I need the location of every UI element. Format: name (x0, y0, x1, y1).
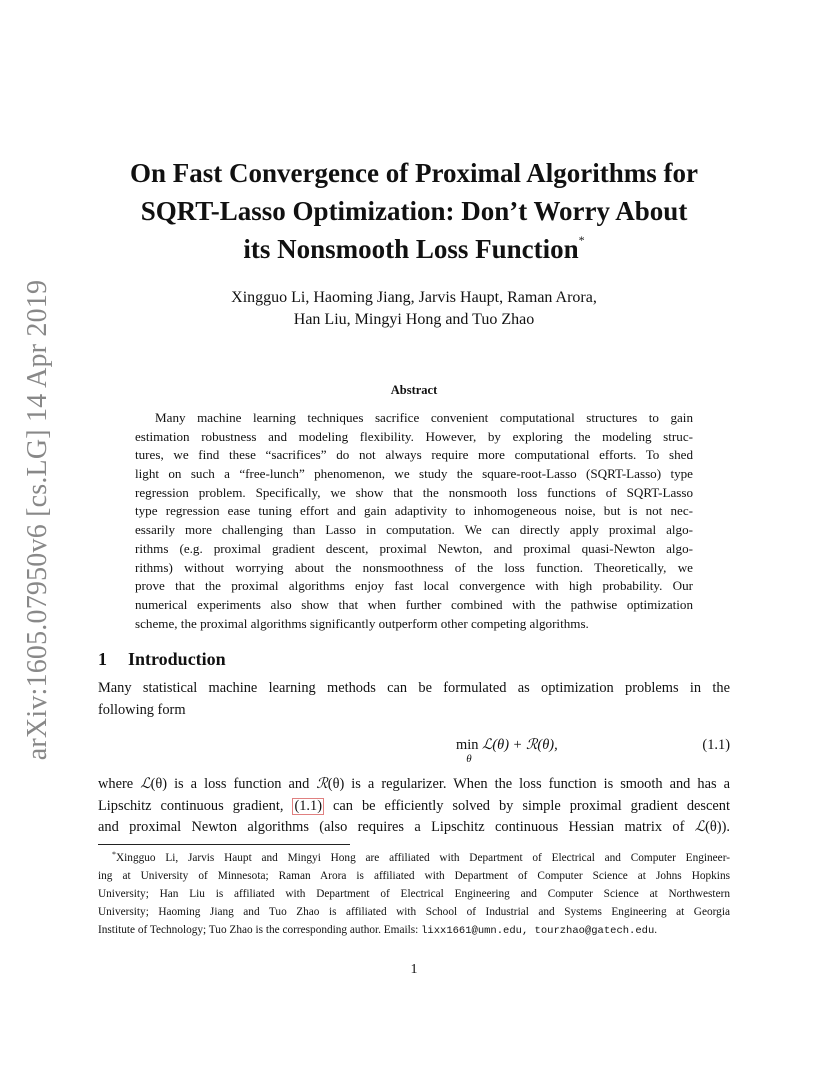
paragraph-line (98, 796, 730, 818)
page-number: 1 (410, 962, 418, 977)
text-span: (θ) is a loss function and (150, 776, 317, 792)
text-span: Lipschitz continuous gradient, (98, 797, 293, 814)
authors-line-2: Han Liu, Mingyi Hong and Tuo Zhao (293, 311, 535, 328)
abstract-line: type regression ease tuning effort and gain adaptivity to inhomogeneous noise, but is not nec- (135, 503, 693, 519)
abstract-line: essarily more challenging than Lasso in computation. We can directly apply proximal algo- (135, 522, 693, 538)
footnote-divider (98, 844, 350, 845)
abstract-line: regression problem. Specifically, we show that the nonsmooth loss functions of SQRT-Lasso (135, 484, 693, 500)
equation-1-1 (98, 735, 730, 769)
equation-min: min (456, 737, 479, 753)
text-span: and proximal Newton algorithms (also requires a Lipschitz continuous Hessian matrix of (98, 819, 695, 835)
regularizer-symbol: ℛ (525, 737, 538, 753)
authors-line-1: Xingguo Li, Haoming Jiang, Jarvis Haupt, Raman Arora, (231, 289, 597, 306)
text-span: where (98, 776, 141, 792)
intro-paragraph-2 (98, 774, 730, 839)
abstract-line: estimation robustness and modeling flexibility. However, by exploring the modeling struc- (135, 428, 693, 444)
author-emails: lixx1661@umn.edu, tourzhao@gatech.edu (421, 925, 655, 937)
section-number: 1 (98, 649, 107, 669)
equation-reference-link[interactable]: (1.1) (294, 797, 323, 814)
footnote-line: University; Han Liu is affiliated with Department of Electrical Engineering and Computer Science at Northwestern (98, 888, 730, 900)
arxiv-identifier: arXiv:1605.07950v6 [cs.LG] 14 Apr 2019 (22, 279, 53, 761)
equation-number: (1.1) (702, 737, 730, 753)
intro-paragraph-1 (98, 678, 730, 721)
title-line-3 (80, 230, 748, 268)
text-span: Xingguo Li, Jarvis Haupt and Mingyi Hong are affiliated with Department of Electrical and Computer Engineer- (116, 852, 730, 864)
loss-symbol: ℒ (694, 819, 706, 835)
equation-arg-2: (θ), (537, 737, 558, 753)
equation-expression (456, 737, 558, 754)
paragraph-line: Many statistical machine learning methods can be formulated as optimization problems in the (98, 680, 730, 696)
title-footnote-mark: * (578, 233, 585, 247)
abstract-line: tures, we find these “sacrifices” do not always require more computational efforts. To shed (135, 447, 693, 463)
abstract-heading: Abstract (390, 383, 438, 397)
abstract-line: rithms) without worrying about the nonsmoothness of the loss function. Theoretically, we (135, 559, 693, 575)
equation-arg-1: (θ) + (492, 737, 526, 753)
footnote (98, 849, 730, 939)
text-span: . (654, 924, 658, 936)
loss-symbol: ℒ (482, 737, 493, 753)
abstract-line: prove that the proximal algorithms enjoy fast local convergence with high probability. Our (135, 578, 693, 594)
paragraph-line (98, 817, 730, 839)
paragraph-line (98, 774, 730, 796)
title-line-1: On Fast Convergence of Proximal Algorithms for (130, 158, 698, 188)
abstract-line: scheme, the proximal algorithms significantly outperform other competing algorithms. (135, 615, 589, 631)
abstract-line: Many machine learning techniques sacrifice convenient computational structures to gain (155, 410, 693, 425)
section-heading-introduction (98, 649, 226, 670)
abstract-body (135, 409, 693, 633)
text-span: Institute of Technology; Tuo Zhao is the corresponding author. Emails: (98, 924, 422, 936)
text-span: (θ)). (705, 819, 730, 835)
abstract-line: numerical experiments also show that when further combined with the pathwise optimization (135, 596, 693, 612)
text-span: (θ) is a regularizer. When the loss function is smooth and has a (327, 776, 730, 792)
paragraph-line: following form (98, 701, 186, 718)
loss-symbol: ℒ (140, 776, 151, 792)
footnote-line (98, 921, 730, 939)
footnote-line: ing at University of Minnesota; Raman Arora is affiliated with Department of Computer Science at Johns Hopkins (98, 870, 730, 882)
footnote-mark: * (112, 850, 116, 859)
abstract-line: rithms (e.g. proximal gradient descent, proximal Newton, and proximal quasi-Newton algo- (135, 540, 693, 556)
paper-title (80, 154, 748, 268)
section-title: Introduction (128, 649, 226, 669)
author-list (100, 287, 728, 331)
text-span: can be efficiently solved by simple proximal gradient descent (324, 797, 730, 814)
footnote-line (98, 849, 730, 867)
abstract-line: light on such a “free-lunch” phenomenon, we study the square-root-Lasso (SQRT-Lasso) type (135, 466, 693, 482)
title-line-2: SQRT-Lasso Optimization: Don’t Worry About (140, 196, 688, 226)
equation-subscript: θ (466, 753, 472, 765)
title-line-3-text: its Nonsmooth Loss Function (243, 234, 579, 264)
regularizer-symbol: ℛ (316, 776, 328, 792)
footnote-line: University; Haoming Jiang and Tuo Zhao is affiliated with School of Industrial and Systems Engineering at Georgia (98, 906, 730, 918)
